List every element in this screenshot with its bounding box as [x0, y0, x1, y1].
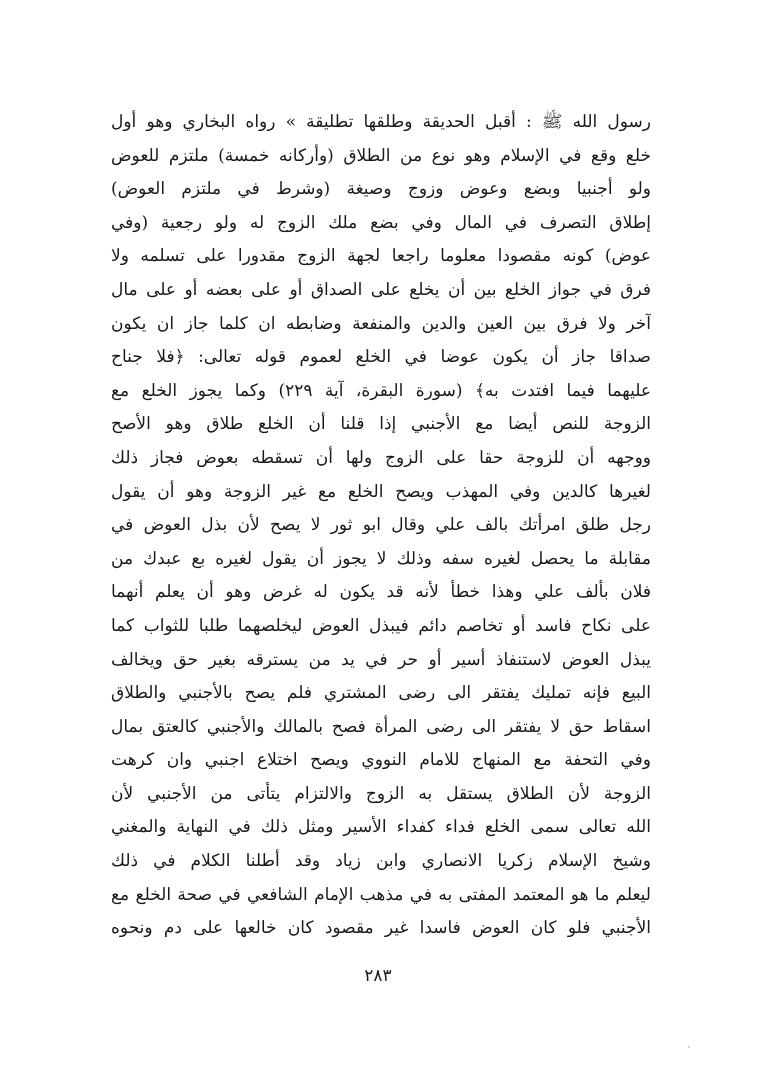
text-line: خلع وقع في الإسلام وهو نوع من الطلاق (وأركانه خمسة) ملتزم للعوض — [111, 145, 651, 166]
text-line: عوض) كونه مقصودا معلوما راجعا لجهة الزوج مقدورا على تسلمه ولا — [111, 246, 651, 267]
text-line: ووجهه أن للزوجة حقا على الزوج ولها أن تسقطه بعوض فجاز ذلك — [111, 447, 651, 468]
text-line: رسول الله ﷺ : أقبل الحديقة وطلقها تطليقة » رواه البخاري وهو أول — [111, 112, 651, 132]
text-line: صداقا جاز أن يكون عوضا في الخلع لعموم قوله تعالى: ﴿فلا جناح — [111, 347, 651, 368]
text-line: آخر ولا فرق بين العين والدين والمنفعة وضابطه ان كلما جاز ان يكون — [111, 313, 651, 334]
body-text — [111, 106, 651, 946]
text-line: يبذل العوض لاستنفاذ أسير أو حر في يد من يسترقه بغير حق ويخالف — [111, 649, 651, 670]
text-line: لغيرها كالدين وفي المهذب ويصح الخلع مع غير الزوجة وهو أن يقول — [111, 481, 651, 502]
text-line: فرق في جواز الخلع بين أن يخلع على الصداق أو على بعضه أو على مال — [111, 279, 651, 300]
text-line: رجل طلق امرأتك بالف علي وقال ابو ثور لا يصح لأن بذل العوض في — [111, 515, 651, 536]
text-line: ليعلم ما هو المعتمد المفتى به في مذهب الإمام الشافعي في صحة الخلع مع — [111, 884, 651, 905]
text-line: الله تعالى سمى الخلع فداء كفداء الأسير ومثل ذلك في النهاية والمغني — [111, 817, 651, 838]
text-line: الزوجة للنص أيضا مع الأجنبي إذا قلنا أن الخلع طلاق وهو الأصح — [111, 414, 651, 435]
text-line: إطلاق التصرف في المال وفي بضع ملك الزوج له ولو رجعية (وفي — [111, 212, 651, 233]
page-number: ٢٨٣ — [364, 966, 392, 986]
text-line: اسقاط حق لا يفتقر الى رضى المرأة فصح بالمالك والأجنبي كالعتق بمال — [111, 716, 651, 737]
text-line: البيع فإنه تمليك يفتقر الى رضى المشتري فلم يصح بالأجنبي والطلاق — [111, 683, 651, 704]
text-line: الأجنبي فلو كان العوض فاسدا غير مقصود كان خالعها على دم ونحوه — [111, 918, 651, 939]
text-line: على نكاح فاسد أو تخاصم دائم فيبذل العوض ليخلصهما طلبا للثواب كما — [111, 615, 651, 636]
text-line: عليهما فيما افتدت به﴾ (سورة البقرة، آية ٢٢٩) وكما يجوز الخلع مع — [111, 380, 651, 401]
scan-speck — [688, 1046, 690, 1048]
text-line: ولو أجنبيا وبضع وعوض وزوج وصيغة (وشرط في ملتزم العوض) — [111, 179, 651, 200]
text-line: الزوجة لأن الطلاق يستقل به الزوج والالتزام يتأتى من الأجنبي لأن — [111, 783, 651, 804]
text-line: مقابلة ما يحصل لغيره سفه وذلك لا يجوز أن يقول لغيره بع عبدك من — [111, 548, 651, 569]
text-line: وشيخ الإسلام زكريا الانصاري وابن زياد وقد أطلنا الكلام في ذلك — [111, 851, 651, 872]
text-line: وفي التحفة مع المنهاج للامام النووي ويصح اختلاع اجنبي وان كرهت — [111, 750, 651, 771]
text-line: فلان بألف علي وهذا خطأ لأنه قد يكون له غرض وهو أن يعلم أنهما — [111, 582, 651, 603]
